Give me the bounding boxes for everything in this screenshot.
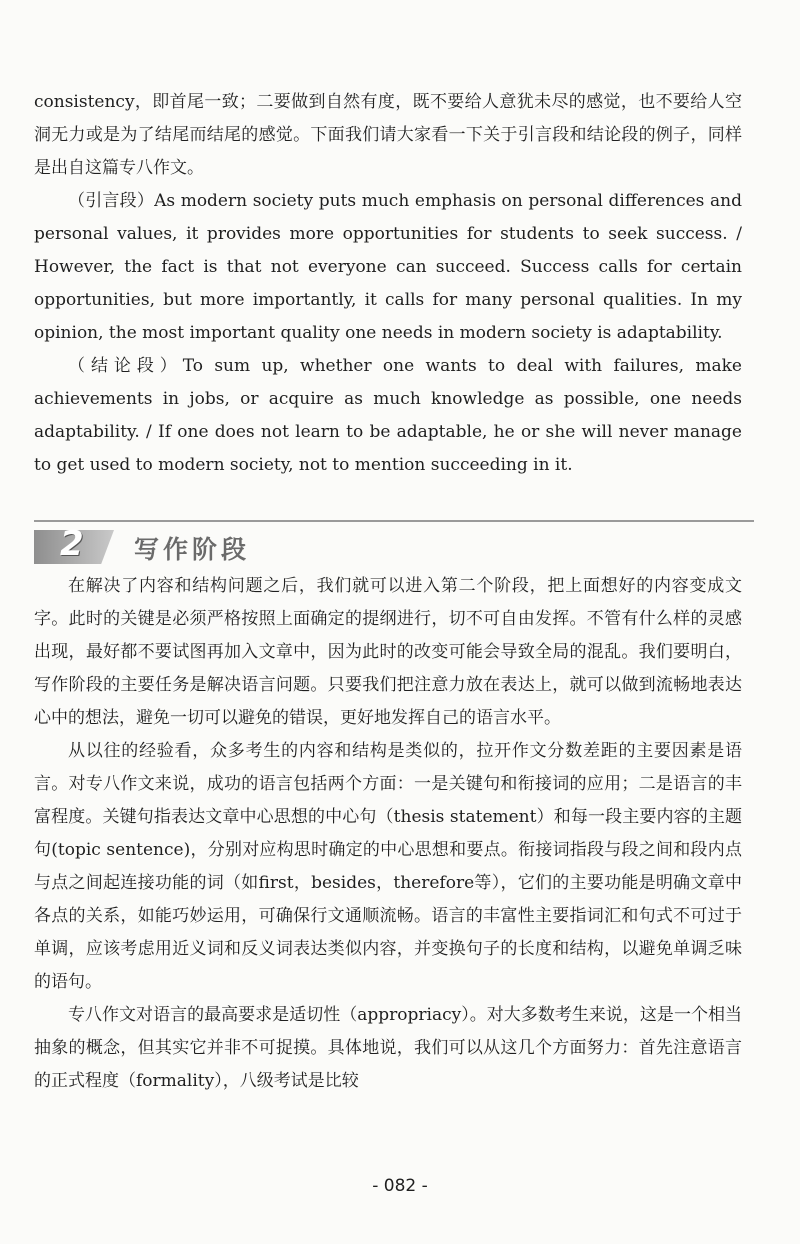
- paragraph-appropriacy: 专八作文对语言的最高要求是适切性（appropriacy）。对大多数考生来说，这是一个相当抽象的概念，但其实它并非不可捉摸。具体地说，我们可以从这几个方面努力：首先注意语言的正式程度（formality），八级考试是比较: [34, 1005, 742, 1091]
- paragraph-consistency: consistency，即首尾一致；二要做到自然有度，既不要给人意犹未尽的感觉，也不要给人空洞无力或是为了结尾而结尾的感觉。下面我们请大家看一下关于引言段和结论段的例子，同样是出自这篇专八作文。: [34, 92, 742, 178]
- page-number: - 082 -: [372, 1176, 428, 1196]
- section-title: 写作阶段: [134, 535, 251, 564]
- section-number: 2: [60, 524, 84, 564]
- bottom-text-block: [34, 570, 742, 1098]
- top-text-block: [34, 86, 742, 482]
- paragraph-conclusion-example: （结论段）To sum up, whether one wants to deal with failures, make achievements in jobs, or acquire as much knowledge as possible, one needs adaptability. / If one does not learn to be adaptable, he or she will never manage to get used to modern society, not to mention succeeding in it.: [34, 356, 742, 475]
- paragraph-language-factors: 从以往的经验看，众多考生的内容和结构是类似的，拉开作文分数差距的主要因素是语言。对专八作文来说，成功的语言包括两个方面：一是关键句和衔接词的应用；二是语言的丰富程度。关键句指表达文章中心思想的中心句（thesis statement）和每一段主要内容的主题句(topic sentence)，分别对应构思时确定的中心思想和要点。衔接词指段与段之间和段内点与点之间起连接功能的词（如first，besides，therefore等），它们的主要功能是明确文章中各点的关系，如能巧妙运用，可确保行文通顺流畅。语言的丰富性主要指词汇和句式不可过于单调，应该考虑用近义词和反义词表达类似内容，并变换句子的长度和结构，以避免单调乏味的语句。: [34, 741, 742, 992]
- paragraph-writing-stage: 在解决了内容和结构问题之后，我们就可以进入第二个阶段，把上面想好的内容变成文字。此时的关键是必须严格按照上面确定的提纲进行，切不可自由发挥。不管有什么样的灵感出现，最好都不要试图再加入文章中，因为此时的改变可能会导致全局的混乱。我们要明白，写作阶段的主要任务是解决语言问题。只要我们把注意力放在表达上，就可以做到流畅地表达心中的想法，避免一切可以避免的错误，更好地发挥自己的语言水平。: [34, 576, 742, 728]
- section-header: [34, 514, 754, 564]
- section-divider: [34, 520, 754, 522]
- paragraph-introduction-example: （引言段）As modern society puts much emphasis on personal differences and personal values, it provides more opportunities for students to seek success. / However, the fact is that not everyone can succeed. Success calls for certain opportunities, but more importantly, it calls for many personal qualities. In my opinion, the most important quality one needs in modern society is adaptability.: [34, 191, 742, 343]
